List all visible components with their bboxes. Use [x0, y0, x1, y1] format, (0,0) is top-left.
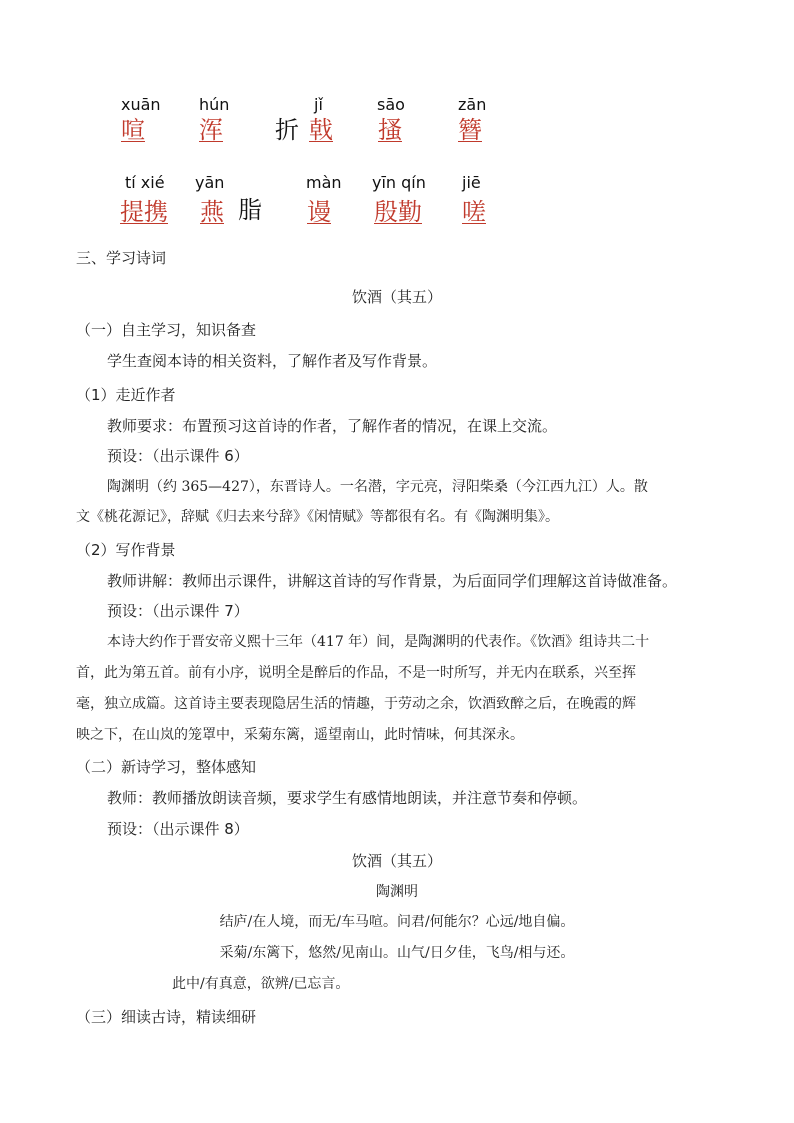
sub1-heading: （1）走近作者 [76, 386, 176, 404]
part3-heading: （三）细读古诗，精读细研 [76, 1008, 257, 1026]
pinyin: tí xié [125, 173, 165, 192]
sub1-text-line: 文《桃花源记》，辞赋《归去来兮辞》《闲情赋》等都很有名。有《陶渊明集》。 [76, 509, 559, 525]
pinyin: yīn qín [372, 173, 426, 192]
pinyin: jǐ [314, 95, 323, 114]
sub2-teacher: 教师讲解：教师出示课件，讲解这首诗的写作背景，为后面同学们理解这首诗做准备。 [107, 572, 678, 590]
part1-intro: 学生查阅本诗的相关资料，了解作者及写作背景。 [107, 352, 438, 370]
pinyin: hún [199, 95, 230, 114]
sub2-text-line: 首，此为第五首。前有小序，说明全是醉后的作品，不是一时所写，并无内在联系，兴至挥 [76, 665, 636, 681]
part1-heading: （一）自主学习，知识备查 [76, 321, 257, 339]
vocab-char: 簪 [458, 116, 482, 144]
pinyin: yān [195, 173, 225, 192]
poem-author: 陶渊明 [376, 884, 418, 900]
poem-title: 饮酒（其五） [351, 852, 442, 870]
sub2-heading: （2）写作背景 [76, 541, 176, 559]
pinyin: jiē [462, 173, 481, 192]
poem-line: 采菊/东篱下，悠然/见南山。山气/日夕佳，飞鸟/相与还。 [219, 945, 575, 961]
vocab-char: 戟 [309, 116, 333, 144]
sub2-preset: 预设：（出示课件 7） [107, 602, 249, 620]
sub1-teacher: 教师要求：布置预习这首诗的作者，了解作者的情况，在课上交流。 [107, 417, 558, 435]
pinyin: màn [306, 173, 342, 192]
part2-heading: （二）新诗学习，整体感知 [76, 758, 257, 776]
part2-teacher: 教师：教师播放朗读音频，要求学生有感情地朗读，并注意节奏和停顿。 [107, 789, 588, 807]
pinyin: sāo [377, 95, 405, 114]
vocab-char: 谩 [307, 198, 331, 226]
sub2-text-line: 毫，独立成篇。这首诗主要表现隐居生活的情趣，于劳动之余，饮酒致醉之后，在晚霞的辉 [76, 696, 636, 712]
vocab-char: 提携 [120, 198, 168, 226]
poem-line: 此中/有真意，欲辨/已忘言。 [172, 976, 350, 992]
poem-line: 结庐/在人境，而无/车马喧。问君/何能尔？心远/地自偏。 [219, 914, 575, 930]
vocab-char: 嗟 [462, 198, 486, 226]
vocab-char: 殷勤 [374, 198, 422, 226]
vocab-char-plain: 折 [275, 116, 299, 144]
pinyin: xuān [121, 95, 161, 114]
section-heading: 三、学习诗词 [76, 249, 167, 267]
vocab-char: 浑 [199, 116, 223, 144]
sub1-preset: 预设：（出示课件 6） [107, 447, 249, 465]
vocab-char: 喧 [121, 116, 145, 144]
part2-preset: 预设：（出示课件 8） [107, 820, 249, 838]
vocab-char: 燕 [200, 198, 224, 226]
sub2-text-line: 映之下，在山岚的笼罩中，采菊东篱，遥望南山，此时情味，何其深永。 [76, 727, 524, 743]
sub1-text-line: 陶渊明（约 365—427），东晋诗人。一名潜，字元亮，浔阳柴桑（今江西九江）人。散 [107, 479, 648, 495]
pinyin: zān [458, 95, 487, 114]
vocab-char: 搔 [378, 116, 402, 144]
poem-title-heading: 饮酒（其五） [351, 288, 442, 306]
vocab-char-plain: 脂 [238, 196, 262, 224]
sub2-text-line: 本诗大约作于晋安帝义熙十三年（417 年）间，是陶渊明的代表作。《饮酒》组诗共二十 [107, 634, 650, 650]
